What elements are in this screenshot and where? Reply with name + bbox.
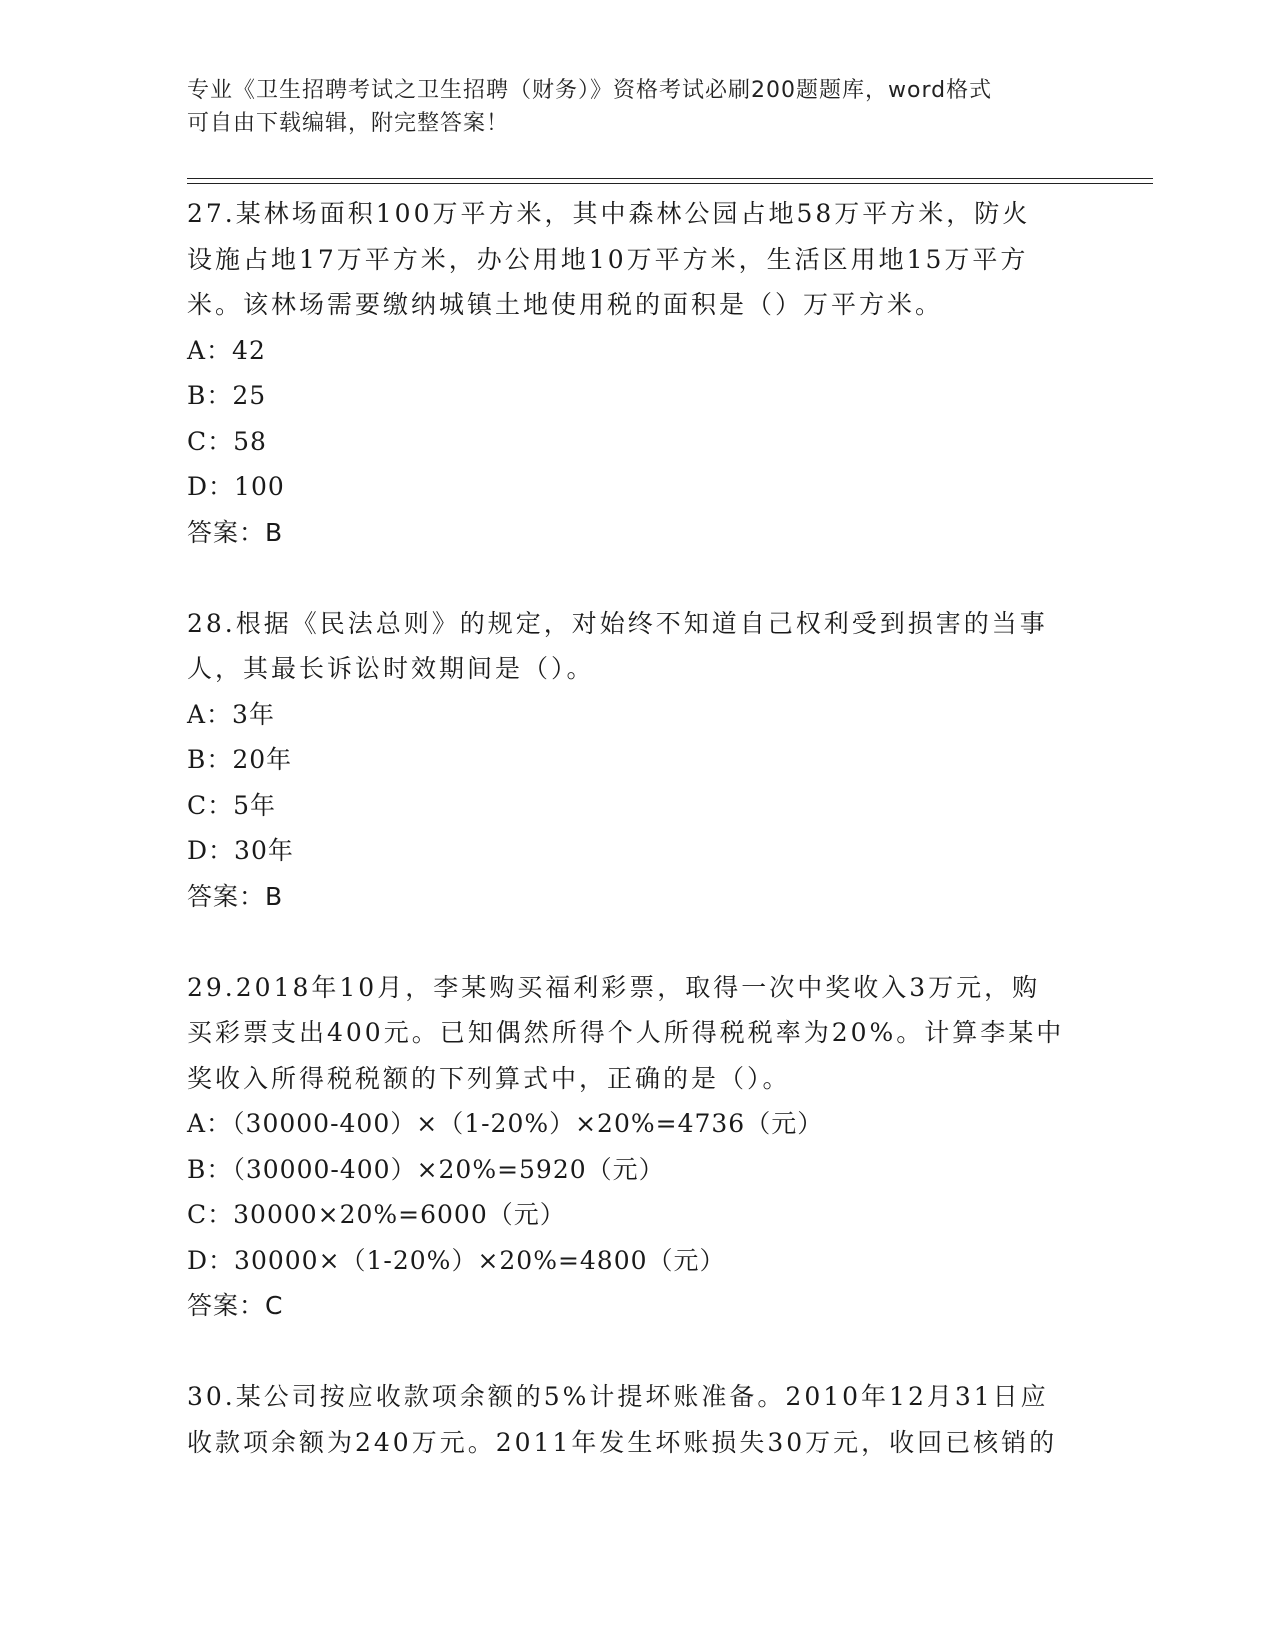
spacer — [187, 1329, 1087, 1375]
option-d: D：30000×（1-20%）×20%=4800（元） — [187, 1245, 726, 1275]
option-b: B：25 — [187, 381, 267, 410]
question-stem-line: 27.某林场面积100万平方米，其中森林公园占地58万平方米，防火 — [187, 199, 1031, 228]
question-29 — [187, 965, 1087, 1329]
question-stem-line: 买彩票支出400元。已知偶然所得个人所得税税率为20%。计算李某中 — [187, 1018, 1065, 1047]
question-stem-line: 30.某公司按应收款项余额的5%计提坏账准备。2010年12月31日应 — [187, 1382, 1049, 1411]
question-list — [187, 191, 1087, 1465]
document-header — [187, 74, 1067, 140]
question-27 — [187, 191, 1087, 555]
answer: 答案：B — [187, 881, 284, 911]
option-c: C：58 — [187, 426, 267, 456]
spacer — [187, 555, 1087, 601]
option-a: A：3年 — [187, 699, 275, 729]
option-a: A：42 — [187, 335, 266, 365]
question-stem-line: 奖收入所得税税额的下列算式中，正确的是（）。 — [187, 1063, 791, 1093]
option-c: C：5年 — [187, 790, 277, 820]
option-b: B：20年 — [187, 745, 293, 774]
spacer — [187, 919, 1087, 965]
answer: 答案：B — [187, 517, 284, 547]
option-a: A：（30000-400）×（1-20%）×20%=4736（元） — [187, 1109, 824, 1138]
header-line-1: 专业《卫生招聘考试之卫生招聘（财务）》资格考试必刷200题题库，word格式 — [187, 78, 993, 103]
question-stem-line: 人，其最长诉讼时效期间是（）。 — [187, 654, 595, 683]
header-divider-top — [187, 178, 1153, 179]
header-divider-bottom — [187, 183, 1153, 184]
question-stem-line: 米。该林场需要缴纳城镇土地使用税的面积是（）万平方米。 — [187, 290, 944, 319]
question-stem-line: 收款项余额为240万元。2011年发生坏账损失30万元，收回已核销的 — [187, 1427, 1058, 1457]
option-c: C：30000×20%=6000（元） — [187, 1200, 566, 1229]
option-d: D：100 — [187, 472, 285, 501]
question-stem-line: 28.根据《民法总则》的规定，对始终不知道自己权利受到损害的当事 — [187, 608, 1048, 638]
question-stem-line: 29.2018年10月，李某购买福利彩票，取得一次中奖收入3万元，购 — [187, 972, 1041, 1002]
header-line-2: 可自由下载编辑，附完整答案！ — [187, 111, 510, 136]
option-d: D：30年 — [187, 836, 294, 865]
answer: 答案：C — [187, 1291, 284, 1320]
question-30 — [187, 1374, 1087, 1465]
option-b: B：（30000-400）×20%=5920（元） — [187, 1154, 665, 1184]
question-28 — [187, 601, 1087, 920]
question-stem-line: 设施占地17万平方米，办公用地10万平方米，生活区用地15万平方 — [187, 244, 1029, 274]
